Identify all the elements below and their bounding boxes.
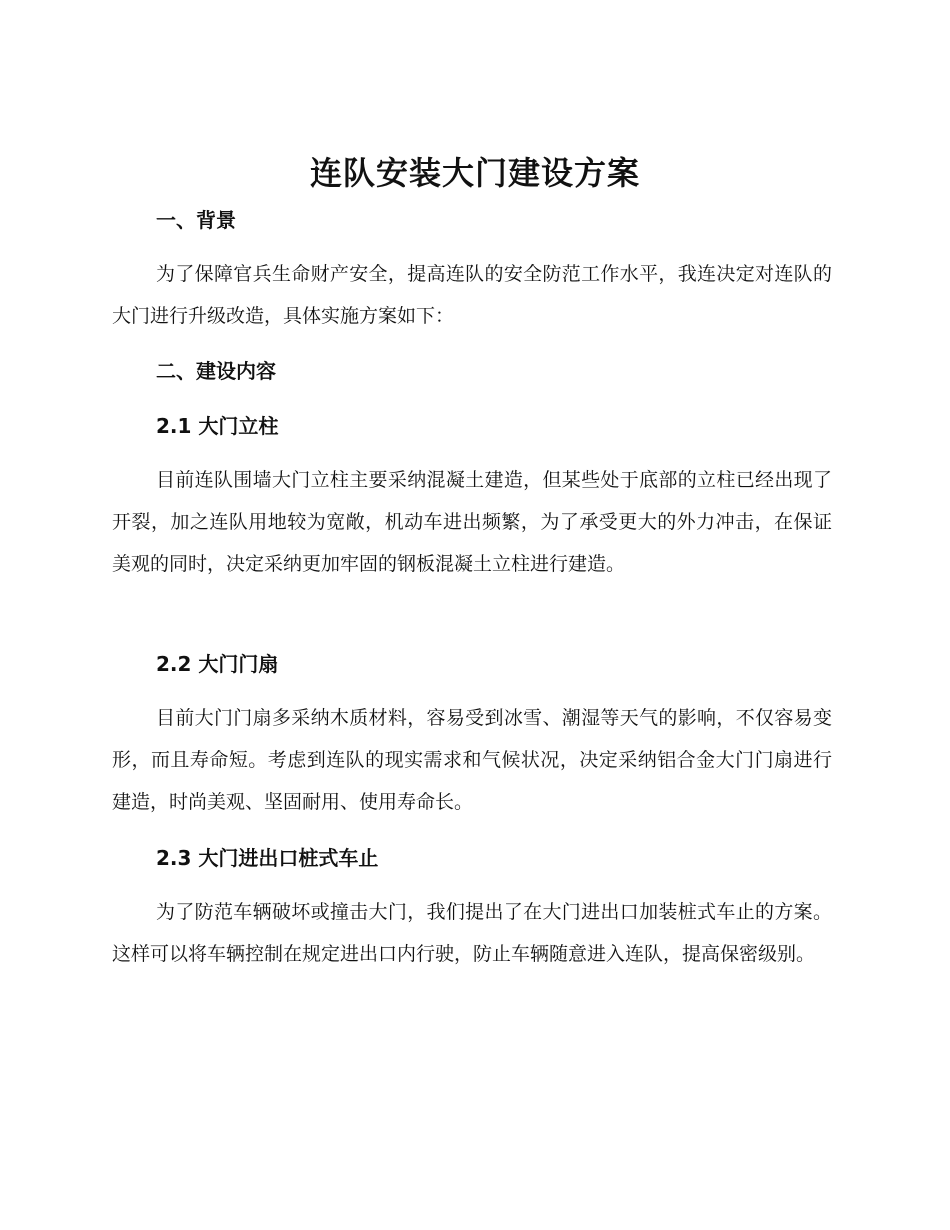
subsection-paragraph-gate-leaf: 目前大门门扇多采纳木质材料，容易受到冰雪、潮湿等天气的影响，不仅容易变形，而且寿命短。考虑到连队的现实需求和气候状况，决定采纳铝合金大门门扇进行建造，时尚美观、坚固耐用、使用寿命长。 — [112, 707, 832, 813]
subsection-paragraph-bollard: 为了防范车辆破坏或撞击大门，我们提出了在大门进出口加装桩式车止的方案。这样可以将车辆控制在规定进出口内行驶，防止车辆随意进入连队，提高保密级别。 — [112, 901, 832, 965]
subsection-heading-bollard: 2.3 大门进出口桩式车止 — [156, 846, 379, 870]
section-paragraph-background: 为了保障官兵生命财产安全，提高连队的安全防范工作水平，我连决定对连队的大门进行升级改造，具体实施方案如下： — [112, 263, 832, 327]
section-heading-construction: 二、建设内容 — [156, 359, 276, 383]
subsection-heading-gate-leaf: 2.2 大门门扇 — [156, 652, 279, 676]
section-heading-background: 一、背景 — [156, 208, 236, 232]
page-title: 连队安装大门建设方案 — [309, 154, 640, 192]
subsection-heading-gate-pillar: 2.1 大门立柱 — [156, 414, 279, 438]
subsection-paragraph-gate-pillar: 目前连队围墙大门立柱主要采纳混凝土建造，但某些处于底部的立柱已经出现了开裂，加之连队用地较为宽敞，机动车进出频繁，为了承受更大的外力冲击，在保证美观的同时，决定采纳更加牢固的钢板混凝土立柱进行建造。 — [112, 469, 832, 575]
